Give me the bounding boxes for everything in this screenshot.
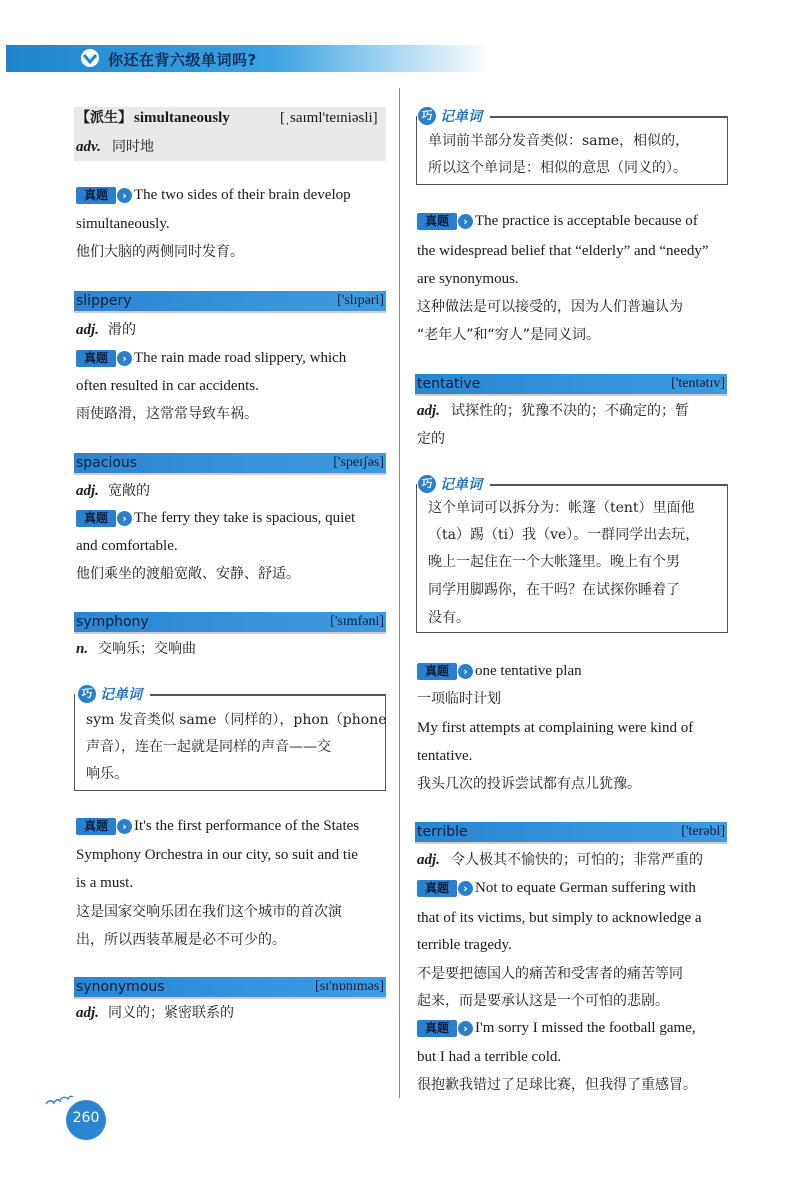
example-translation: 他们大脑的两侧同时发育。 [76, 244, 244, 260]
exam-tag: 真题 › [76, 350, 130, 367]
example-text: It's the first performance of the States [134, 818, 360, 834]
page-number: 260 [72, 1110, 100, 1126]
pos: adj. [76, 1005, 99, 1021]
memo-text: 所以这个单词是：相似的意思（同义的）。 [428, 160, 687, 176]
memo-text: 同学用脚踢你，在干吗？在试探你睡着了 [428, 582, 680, 598]
exam-tag: 真题 › [417, 663, 471, 680]
exam-tag: 真题 › [417, 1020, 471, 1037]
pos: n. [76, 641, 89, 657]
example-translation: 出，所以西装革履是必不可少的。 [76, 932, 286, 948]
word-heading-symphony: symphony ['sɪmfəni] [74, 612, 386, 634]
example-translation: 一项临时计划 [417, 691, 501, 707]
example-text: are synonymous. [417, 271, 519, 287]
derive-word: simultaneously [134, 110, 230, 126]
example-text: The rain made road slippery, which [134, 350, 347, 366]
memo-badge-icon: 巧 [78, 685, 96, 703]
exam-tag: 真题 › [76, 187, 130, 204]
memo-badge-icon: 巧 [418, 107, 436, 125]
memo-text: sym 发音类似 same（同样的），phon（phone [86, 712, 387, 728]
word-heading-terrible: terrible ['terəbl] [415, 822, 727, 844]
pos: adj. [76, 483, 99, 499]
example-text: the widespread belief that “elderly” and “needy” [417, 243, 709, 259]
derive-def: 同时地 [112, 139, 154, 155]
example-text: but I had a terrible cold. [417, 1049, 562, 1065]
example-translation: 很抱歉我错过了足球比赛，但我得了重感冒。 [417, 1077, 697, 1093]
example-translation: 他们乘坐的渡船宽敞、安静、舒适。 [76, 566, 300, 582]
example-text: The two sides of their brain develop [134, 187, 351, 203]
definition: 试探性的；犹豫不决的；不确定的；暂 [451, 403, 689, 419]
example-text: is a must. [76, 875, 134, 891]
memo-text: 没有。 [428, 610, 470, 626]
word-heading-slippery: slippery ['slɪpəri] [74, 291, 386, 313]
example-text: My first attempts at complaining were kind of [417, 720, 694, 736]
example-text: one tentative plan [475, 663, 582, 679]
birds-decoration-icon [44, 1094, 74, 1108]
example-text: tentative. [417, 748, 473, 764]
example-text: Not to equate German suffering with [475, 880, 696, 896]
example-translation: 这种做法是可以接受的，因为人们普遍认为 [417, 299, 683, 315]
column-divider [399, 88, 400, 1098]
definition: 同义的；紧密联系的 [108, 1005, 234, 1021]
derive-label: 【派生】 [76, 110, 132, 126]
memo-text: 这个单词可以拆分为：帐篷（tent）里面他 [428, 500, 695, 516]
pos: adj. [417, 852, 440, 868]
example-translation: 起来，而是要承认这是一个可怕的悲剧。 [417, 993, 669, 1009]
example-translation: 我头几次的投诉尝试都有点儿犹豫。 [417, 776, 641, 792]
word-heading-spacious: spacious ['speɪʃəs] [74, 453, 386, 475]
example-text: The practice is acceptable because of [475, 213, 698, 229]
example-text: terrible tragedy. [417, 937, 512, 953]
example-text: simultaneously. [76, 216, 170, 232]
example-text: often resulted in car accidents. [76, 378, 259, 394]
exam-tag: 真题 › [76, 818, 130, 835]
example-translation: 不是要把德国人的痛苦和受害者的痛苦等同 [417, 966, 683, 982]
memo-text: 响乐。 [86, 766, 128, 782]
exam-tag: 真题 › [76, 510, 130, 527]
definition: 交响乐；交响曲 [98, 641, 196, 657]
memo-text: （ta）踢（ti）我（ve）。一群同学出去玩， [428, 527, 700, 543]
pos: adj. [417, 403, 440, 419]
definition: 宽敞的 [108, 483, 150, 499]
memo-heading: 巧 记单词 [418, 472, 482, 496]
memo-heading: 巧 记单词 [418, 104, 482, 128]
definition: 滑的 [108, 322, 136, 338]
example-translation: “老年人”和“穷人”是同义词。 [417, 327, 601, 343]
word-heading-synonymous: synonymous [sɪ'nɒnɪməs] [74, 977, 386, 999]
definition: 定的 [417, 431, 445, 447]
example-text: and comfortable. [76, 538, 178, 554]
header-title: 你还在背六级单词吗? [108, 51, 257, 69]
derive-ipa: [ˌsaɪml'teɪniəsli] [280, 110, 378, 126]
example-text: that of its victims, but simply to acknowledge a [417, 910, 702, 926]
memo-heading: 巧 记单词 [78, 682, 142, 706]
word-heading-tentative: tentative ['tentətɪv] [415, 374, 727, 396]
example-text: I'm sorry I missed the football game, [475, 1020, 696, 1036]
memo-text: 晚上一起住在一个大帐篷里。晚上有个男 [428, 554, 680, 570]
pos: adj. [76, 322, 99, 338]
exam-tag: 真题 › [417, 880, 471, 897]
memo-text: 单词前半部分发音类似：same，相似的， [428, 133, 690, 149]
example-text: Symphony Orchestra in our city, so suit and tie [76, 847, 358, 863]
memo-badge-icon: 巧 [418, 475, 436, 493]
definition: 令人极其不愉快的；可怕的；非常严重的 [451, 852, 703, 868]
derive-pos: adv. [76, 139, 101, 155]
example-translation: 雨使路滑，这常常导致车祸。 [76, 406, 258, 422]
exam-tag: 真题 › [417, 213, 471, 230]
example-text: The ferry they take is spacious, quiet [134, 510, 356, 526]
example-translation: 这是国家交响乐团在我们这个城市的首次演 [76, 904, 342, 920]
chevron-down-icon [80, 48, 100, 68]
memo-text: 声音），连在一起就是同样的声音——交 [86, 739, 331, 755]
